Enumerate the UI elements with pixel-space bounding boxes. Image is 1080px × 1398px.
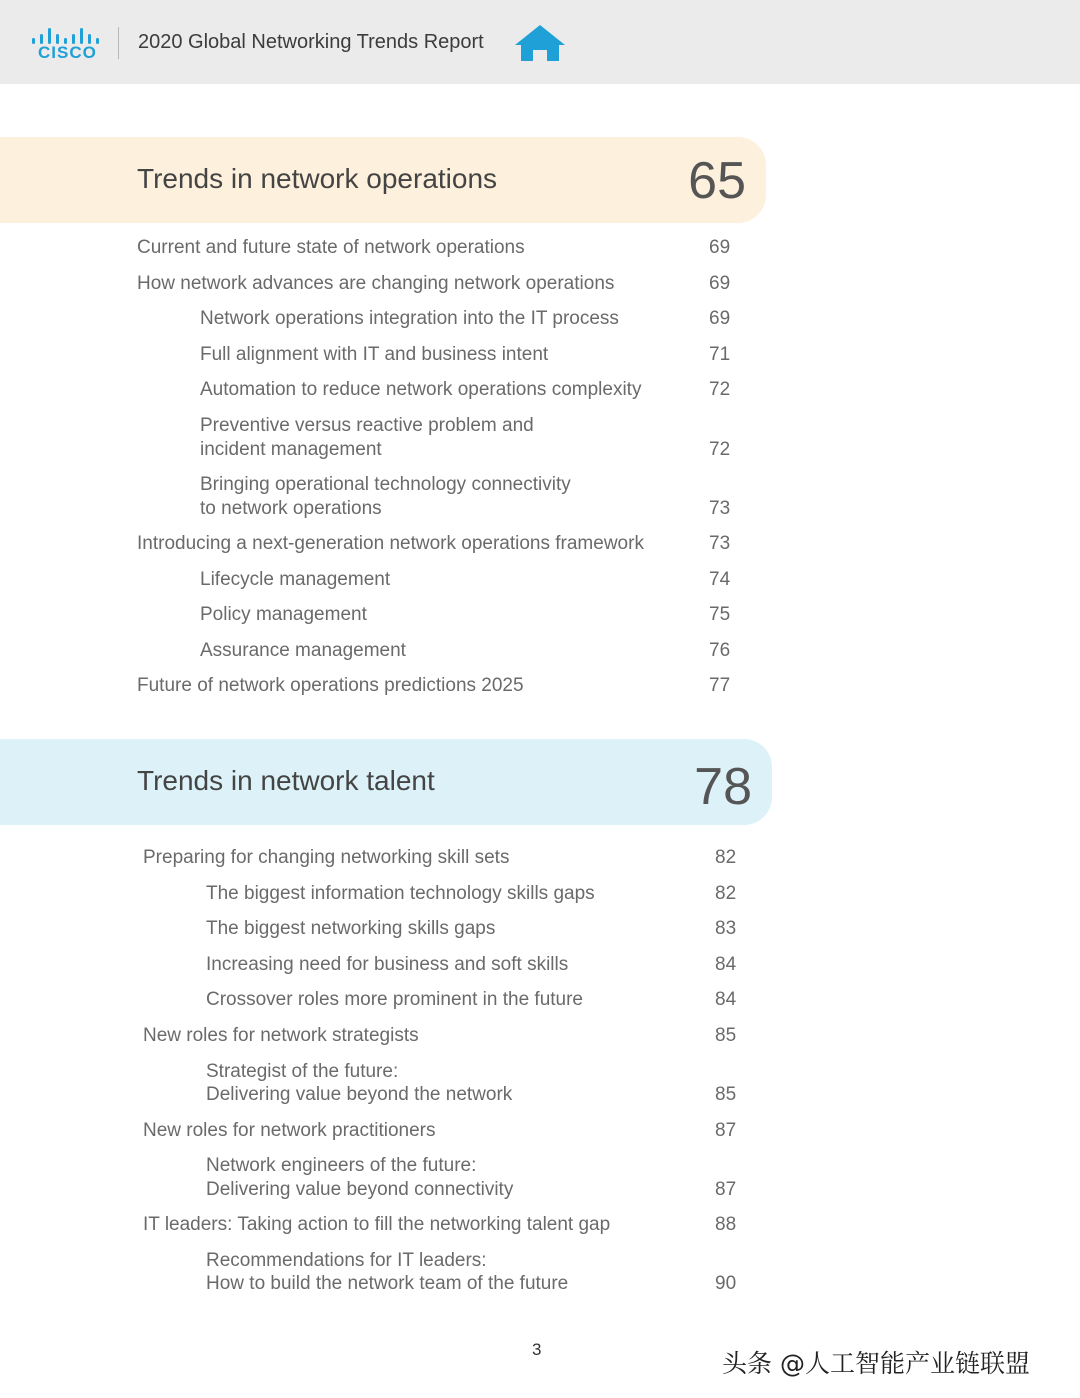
toc-entry-page: 84	[715, 989, 737, 1011]
toc-entry-title	[200, 473, 571, 520]
page-number: 3	[532, 1340, 542, 1359]
toc-entry-page: 75	[709, 604, 731, 626]
toc-entry-title	[206, 917, 495, 941]
toc-entry-title	[143, 846, 509, 870]
report-title: 2020 Global Networking Trends Report	[138, 31, 484, 53]
section-band-talent[interactable]	[0, 739, 772, 825]
toc-entry-page: 73	[709, 533, 731, 554]
toc-entry-line: to network operations	[200, 497, 382, 519]
toc-entry-page: 72	[709, 379, 731, 401]
toc-entry-page: 73	[709, 497, 731, 519]
toc-entry-title	[206, 1060, 512, 1107]
toc-entry-title	[206, 988, 583, 1012]
toc-entry-line: Automation to reduce network operations complexity	[200, 379, 642, 401]
home-icon[interactable]	[512, 22, 568, 64]
toc-entry-title	[143, 1024, 419, 1048]
toc-entry-page: 69	[709, 308, 731, 330]
toc-entry-title	[206, 953, 568, 977]
toc-entry-title	[200, 378, 641, 402]
toc-entry-line: Crossover roles more prominent in the future	[206, 989, 583, 1011]
toc-entry-line: Full alignment with IT and business intent	[200, 343, 549, 365]
toc-entry-page: 85	[715, 1084, 737, 1106]
watermark: 头条 @人工智能产业链联盟	[722, 1349, 1030, 1378]
toc-entry-page: 85	[715, 1025, 737, 1046]
toc-entry-page: 83	[715, 918, 737, 940]
toc-entry-line: The biggest networking skills gaps	[206, 918, 496, 940]
toc-entry-title	[206, 1249, 568, 1296]
toc-entry-title	[137, 674, 524, 698]
toc-entry-line: Lifecycle management	[200, 568, 391, 590]
toc-entry-line: IT leaders: Taking action to fill the networking talent gap	[143, 1214, 611, 1236]
toc-entry-line: incident management	[200, 438, 382, 460]
toc-entry-page: 76	[709, 639, 731, 661]
toc-entry-page: 88	[715, 1214, 737, 1236]
toc-entry-line: Bringing operational technology connectivity	[200, 474, 571, 495]
toc-entry-page: 90	[715, 1273, 737, 1295]
toc-entry-line: How network advances are changing network operations	[137, 272, 615, 294]
cisco-logo-text: CISCO	[38, 43, 97, 62]
toc-entry-title	[206, 882, 595, 906]
toc-entry-page: 74	[709, 568, 731, 590]
toc-entry-page: 77	[709, 675, 731, 697]
toc-entry-line: Network operations integration into the IT process	[200, 308, 619, 330]
section-page-number: 65	[688, 152, 746, 210]
toc-entry-title	[200, 343, 548, 367]
toc-entry-line: Future of network operations predictions 2025	[137, 675, 524, 697]
toc-entry-line: Delivering value beyond the network	[206, 1084, 513, 1106]
toc-entry-line: How to build the network team of the future	[206, 1273, 569, 1295]
header-divider	[118, 27, 119, 59]
section-title: Trends in network talent	[137, 765, 435, 796]
toc-entry-line: Policy management	[200, 604, 367, 626]
toc-entry-title	[137, 236, 525, 260]
toc-entry-line: The biggest information technology skills gaps	[206, 882, 595, 904]
toc-entry-title	[143, 1213, 610, 1237]
toc-entry-page: 69	[709, 237, 731, 258]
toc-entry-line: Current and future state of network operations	[137, 237, 525, 258]
toc-entry-line: Delivering value beyond connectivity	[206, 1178, 514, 1200]
toc-entry-title	[200, 414, 534, 461]
toc-entry-line: Increasing need for business and soft skills	[206, 953, 569, 975]
toc-entry-line: New roles for network strategists	[143, 1025, 419, 1046]
toc-entry-line: Strategist of the future:	[206, 1060, 399, 1082]
toc-entry-line: Assurance management	[200, 639, 406, 661]
toc-entry-line: Preventive versus reactive problem and	[200, 415, 534, 436]
toc-entry-page: 87	[715, 1119, 737, 1141]
toc-entry-title	[206, 1154, 513, 1201]
toc-entry-line: New roles for network practitioners	[143, 1119, 436, 1141]
section-band-operations[interactable]	[0, 137, 766, 223]
header-bar	[0, 0, 1080, 84]
toc-entry-page: 82	[715, 847, 737, 868]
toc-entry-page: 69	[709, 272, 731, 294]
toc-entry-page: 84	[715, 953, 737, 975]
toc-entry-title	[143, 1119, 436, 1143]
toc-entry-title	[200, 568, 390, 592]
section-title: Trends in network operations	[137, 163, 498, 194]
toc-entry-page: 87	[715, 1178, 737, 1200]
toc-entry-title	[137, 272, 614, 296]
toc-entry-title	[137, 532, 644, 556]
toc-entry-title	[200, 639, 406, 663]
section-page-number: 78	[694, 758, 752, 816]
toc-entry-page: 82	[715, 882, 737, 904]
toc-entry-line: Introducing a next-generation network operations framework	[137, 533, 644, 554]
toc-entry-line: Preparing for changing networking skill sets	[143, 847, 510, 868]
toc-entry-title	[200, 307, 619, 331]
toc-entry-title	[200, 603, 367, 627]
toc-entry-line: Recommendations for IT leaders:	[206, 1249, 487, 1271]
toc-entry-page: 72	[709, 438, 731, 460]
toc-entry-line: Network engineers of the future:	[206, 1155, 477, 1177]
toc-entry-page: 71	[709, 343, 731, 365]
